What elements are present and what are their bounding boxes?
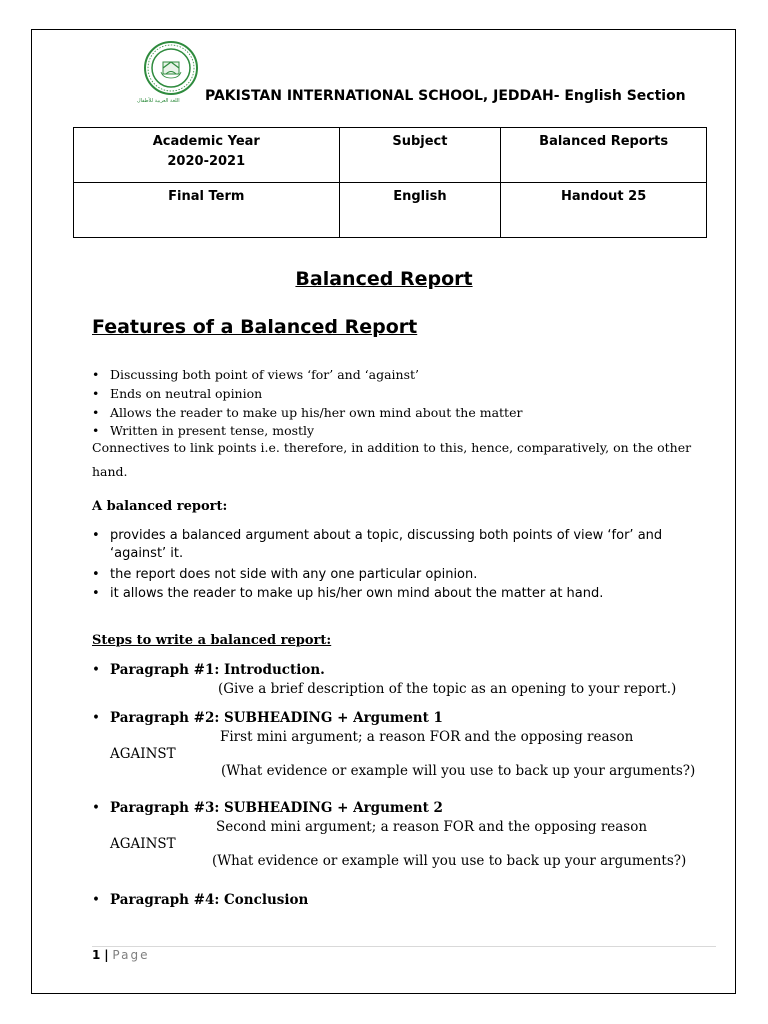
school-name: PAKISTAN INTERNATIONAL SCHOOL, JEDDAH- English Section (205, 88, 686, 104)
feature-bullet: • Written in present tense, mostly (92, 423, 315, 438)
page-footer (92, 948, 149, 962)
academic-year-value: 2020-2021 (167, 154, 246, 169)
page-word: Page (112, 948, 150, 962)
paragraph-3-line: Second mini argument; a reason FOR and the opposing reason (216, 819, 648, 835)
footer-separator: | (104, 948, 109, 962)
paragraph-2-line-cont: AGAINST (110, 746, 176, 762)
cell-term: Final Term (74, 183, 340, 238)
cell-handout: Handout 25 (501, 183, 707, 238)
balanced-bullet-cont: ‘against’ it. (110, 546, 184, 561)
features-heading: Features of a Balanced Report (92, 316, 418, 338)
connectives-text: Connectives to link points i.e. therefore, in addition to this, hence, comparatively, on the other (92, 440, 692, 455)
paragraph-1: • Paragraph #1: Introduction. (92, 662, 325, 678)
balanced-bullet: • provides a balanced argument about a topic, discussing both points of view ‘for’ and (92, 528, 663, 543)
paragraph-3-note: (What evidence or example will you use to back up your arguments?) (212, 853, 687, 869)
cell-subject: English (339, 183, 501, 238)
info-table (73, 127, 707, 238)
paragraph-2: • Paragraph #2: SUBHEADING + Argument 1 (92, 710, 443, 726)
cell-academic-year (74, 128, 340, 183)
paragraph-2-note: (What evidence or example will you use to back up your arguments?) (221, 763, 696, 779)
svg-text:اللغة العربية للأطفال: اللغة العربية للأطفال (137, 98, 180, 104)
school-logo (133, 40, 205, 104)
cell-subject-value: Balanced Reports (501, 128, 707, 183)
page-number: 1 (92, 948, 101, 962)
feature-bullet: • Allows the reader to make up his/her own mind about the matter (92, 405, 523, 420)
feature-bullet: • Discussing both point of views ‘for’ and ‘against’ (92, 367, 420, 382)
footer-divider (92, 946, 716, 947)
paragraph-4: • Paragraph #4: Conclusion (92, 892, 309, 908)
balanced-bullet: • the report does not side with any one particular opinion. (92, 567, 478, 582)
page-title: Balanced Report (295, 268, 473, 290)
feature-bullet: • Ends on neutral opinion (92, 386, 263, 401)
connectives-text-cont: hand. (92, 464, 128, 479)
paragraph-2-line: First mini argument; a reason FOR and the opposing reason (220, 729, 634, 745)
balanced-bullet: • it allows the reader to make up his/her own mind about the matter at hand. (92, 586, 604, 601)
paragraph-3: • Paragraph #3: SUBHEADING + Argument 2 (92, 800, 443, 816)
paragraph-1-note: (Give a brief description of the topic as an opening to your report.) (218, 681, 677, 697)
paragraph-3-line-cont: AGAINST (110, 836, 176, 852)
academic-year-label: Academic Year (152, 134, 260, 149)
balanced-report-heading: A balanced report: (92, 499, 228, 514)
cell-subject-label: Subject (339, 128, 501, 183)
steps-heading: Steps to write a balanced report: (92, 633, 332, 648)
